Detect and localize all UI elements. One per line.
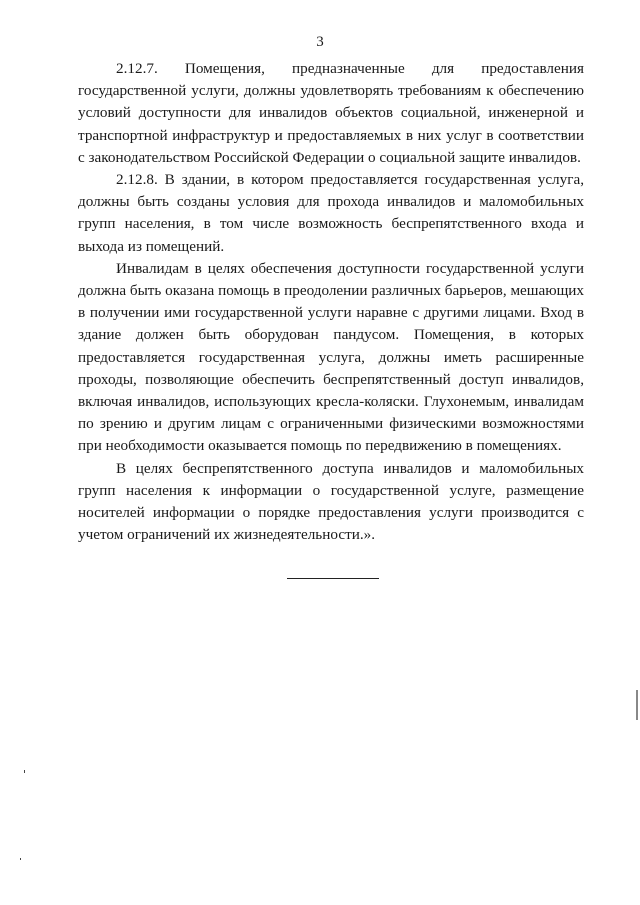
document-body	[78, 58, 584, 546]
scan-mark	[20, 858, 21, 860]
paragraph-2-12-8: 2.12.8. В здании, в котором предоставляется государственная услуга, должны быть созданы условия для прохода инвалидов и маломобильных групп населения, в том числе возможность беспрепятственного входа и выхода из помещений.	[78, 171, 584, 255]
paragraph-information-access: В целях беспрепятственного доступа инвалидов и маломобильных групп населения к информации о государственной услуге, размещение носителей информации о порядке предоставления услуги производится с учетом ограничений их жизнедеятельности.».	[78, 459, 584, 544]
paragraph-disabled-assistance: Инвалидам в целях обеспечения доступности государственной услуги должна быть оказана помощь в преодолении различных барьеров, мешающих в получении ими государственной услуги наравне с другими лицами. Вход в здание должен быть оборудован пандусом. Помещения, в которых предоставляется государственная услуга, должны иметь расширенные проходы, позволяющие обеспечить беспрепятственный доступ инвалидов, включая инвалидов, использующих кресла-коляски. Глухонемым, инвалидам по зрению и другим лицам с ограниченными физическими возможностями при необходимости оказывается помощь по передвижению в помещениях.	[78, 259, 584, 455]
page-number: 3	[316, 34, 324, 50]
closing-separator-line	[287, 578, 379, 579]
scan-mark	[636, 690, 638, 720]
scan-mark	[24, 770, 25, 773]
paragraph-2-12-7: 2.12.7. Помещения, предназначенные для предоставления государственной услуги, должны удовлетворять требованиям к обеспечению условий доступности для инвалидов объектов социальной, инженерной и транспортной инфраструктур и предоставляемых в них услуг в соответствии с законодательством Российской Федерации о социальной защите инвалидов.	[78, 60, 584, 166]
